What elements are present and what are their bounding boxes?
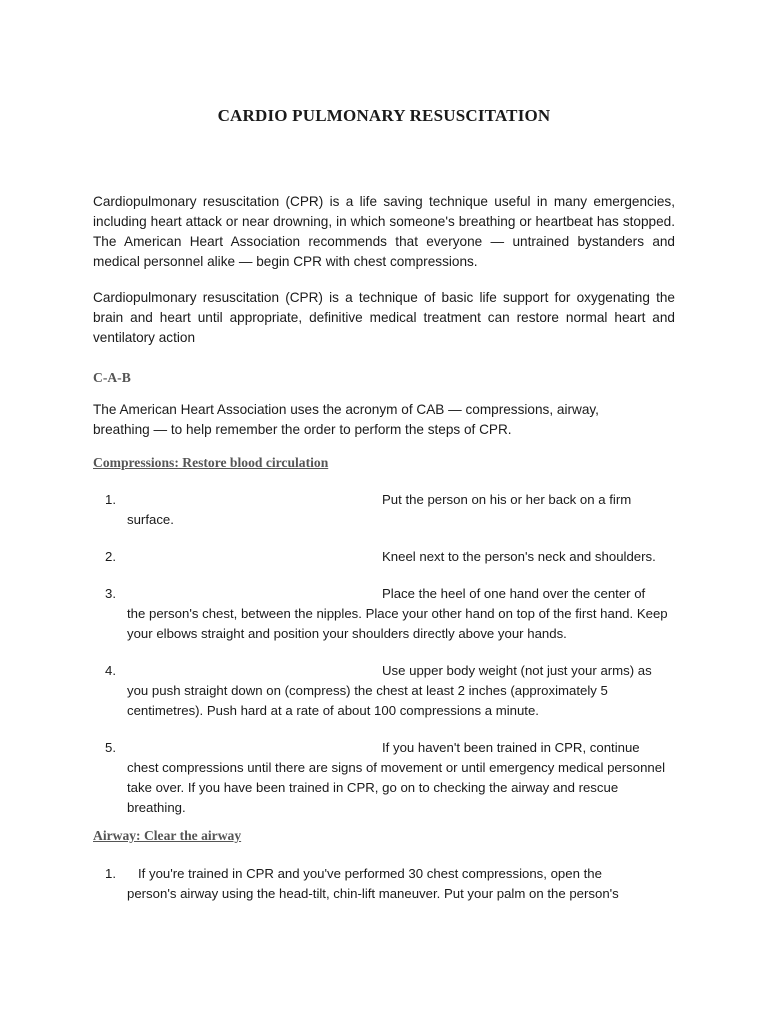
list-item-continuation: you push straight down on (compress) the chest at least 2 inches (approximately 5 centimetres). Push hard at a rate of about 100 compressions a minute.: [127, 683, 608, 718]
compressions-heading: Compressions: Restore blood circulation: [93, 455, 329, 470]
list-item-continuation: person's airway using the head-tilt, chin-lift maneuver. Put your palm on the person's: [127, 886, 619, 901]
list-item-number: 3.: [105, 586, 116, 601]
list-item-first-line: If you're trained in CPR and you've performed 30 chest compressions, open the: [138, 866, 602, 881]
list-item: [93, 584, 675, 644]
list-item-first-line: Put the person on his or her back on a firm: [382, 492, 632, 507]
intro-paragraph-1: Cardiopulmonary resuscitation (CPR) is a life saving technique useful in many emergencies, including heart attack or near drowning, in which someone's breathing or heartbeat has stopped. The American Heart Association recommends that everyone — untrained bystanders and medical personnel alike — begin CPR with chest compressions.: [93, 194, 675, 269]
list-item-continuation: chest compressions until there are signs of movement or until emergency medical personnel take over. If you have been trained in CPR, go on to checking the airway and rescue breathing.: [127, 760, 666, 815]
list-item-number: 4.: [105, 663, 116, 678]
list-item: [93, 490, 675, 530]
cab-heading: C-A-B: [93, 370, 131, 385]
list-item-first-line: Place the heel of one hand over the center of: [382, 586, 646, 601]
list-item-number: 2.: [105, 549, 116, 564]
list-item-number: 1.: [105, 866, 116, 881]
cab-paragraph: The American Heart Association uses the acronym of CAB — compressions, airway, breathing — to help remember the order to perform the steps of CPR.: [93, 402, 599, 437]
intro-paragraph-2: Cardiopulmonary resuscitation (CPR) is a technique of basic life support for oxygenating the brain and heart until appropriate, definitive medical treatment can restore normal heart and ventilatory action: [93, 290, 675, 345]
list-item-first-line: Use upper body weight (not just your arms) as: [382, 663, 652, 678]
list-item-first-line: Kneel next to the person's neck and shoulders.: [382, 549, 656, 564]
list-item: [93, 661, 675, 721]
list-item: [93, 864, 675, 904]
list-item-number: 5.: [105, 740, 116, 755]
list-item: [93, 738, 675, 818]
list-item-continuation: the person's chest, between the nipples. Place your other hand on top of the first hand. Keep your elbows straight and position your shoulders directly above your hands.: [127, 606, 668, 641]
list-item: [93, 547, 675, 567]
list-item-first-line: If you haven't been trained in CPR, continue: [382, 740, 640, 755]
airway-heading: Airway: Clear the airway: [93, 828, 242, 843]
list-item-continuation: surface.: [127, 512, 174, 527]
document-title: CARDIO PULMONARY RESUSCITATION: [217, 106, 551, 125]
list-item-number: 1.: [105, 492, 116, 507]
